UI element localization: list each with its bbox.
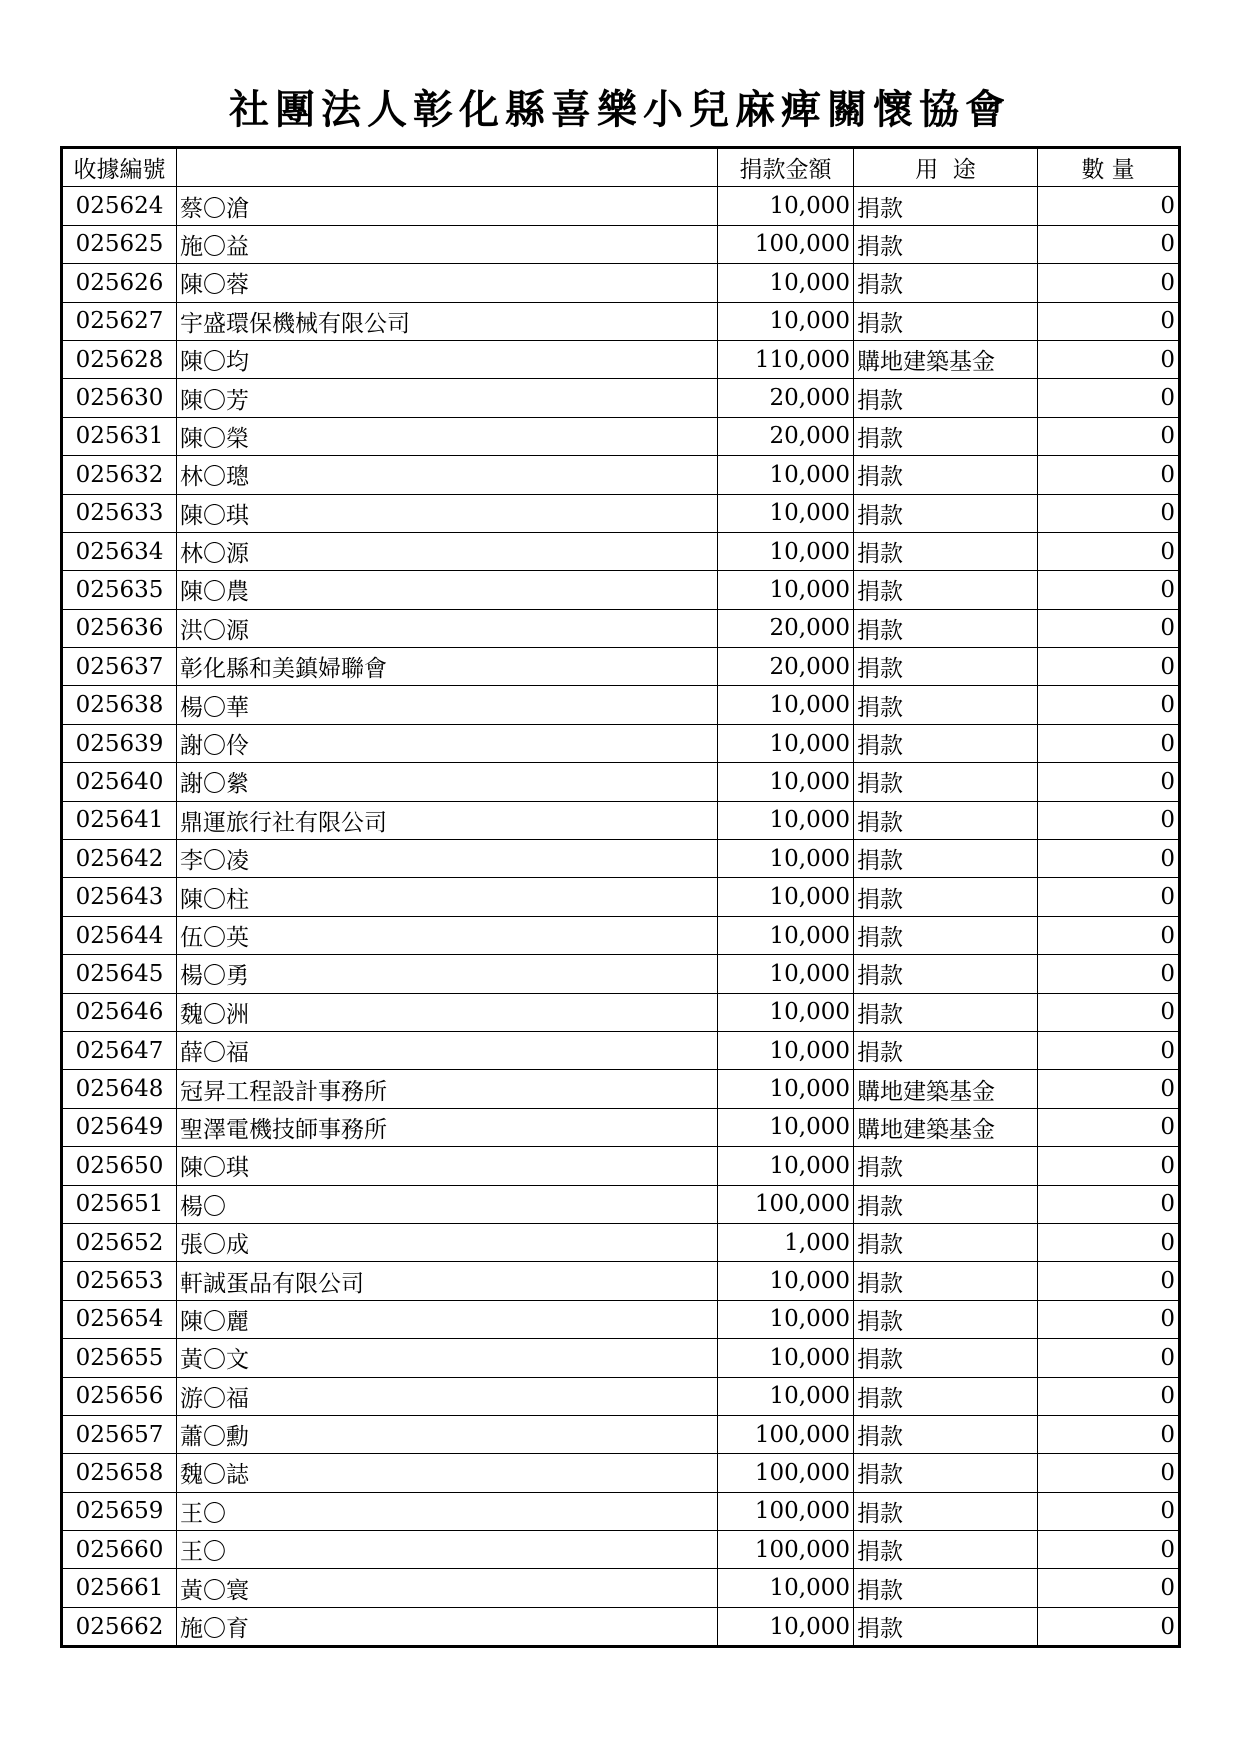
table-row <box>62 379 1180 417</box>
table-row <box>62 1454 1180 1492</box>
amount-cell: 10,000 <box>718 571 854 609</box>
receipt-number-cell: 025650 <box>62 1147 177 1185</box>
receipt-number-cell: 025635 <box>62 571 177 609</box>
table-row <box>62 1492 1180 1530</box>
header-quantity: 數 量 <box>1038 148 1180 187</box>
quantity-cell: 0 <box>1038 1377 1180 1415</box>
amount-cell: 110,000 <box>718 340 854 378</box>
amount-cell: 10,000 <box>718 532 854 570</box>
receipt-number-cell: 025648 <box>62 1070 177 1108</box>
table-row <box>62 1300 1180 1338</box>
donor-name-cell: 楊〇 <box>177 1185 718 1223</box>
receipt-number-cell: 025631 <box>62 417 177 455</box>
amount-cell: 20,000 <box>718 609 854 647</box>
table-row <box>62 340 1180 378</box>
purpose-cell: 捐款 <box>854 1185 1038 1223</box>
table-row <box>62 724 1180 762</box>
table-row <box>62 878 1180 916</box>
amount-cell: 10,000 <box>718 456 854 494</box>
purpose-cell: 購地建築基金 <box>854 340 1038 378</box>
receipt-number-cell: 025656 <box>62 1377 177 1415</box>
donor-name-cell: 陳〇琪 <box>177 1147 718 1185</box>
purpose-cell: 捐款 <box>854 1415 1038 1453</box>
quantity-cell: 0 <box>1038 571 1180 609</box>
donor-name-cell: 陳〇榮 <box>177 417 718 455</box>
purpose-cell: 捐款 <box>854 916 1038 954</box>
receipt-number-cell: 025634 <box>62 532 177 570</box>
table-row <box>62 1185 1180 1223</box>
purpose-cell: 捐款 <box>854 456 1038 494</box>
quantity-cell: 0 <box>1038 494 1180 532</box>
purpose-cell: 捐款 <box>854 1339 1038 1377</box>
table-row <box>62 494 1180 532</box>
table-row <box>62 955 1180 993</box>
quantity-cell: 0 <box>1038 878 1180 916</box>
purpose-cell: 捐款 <box>854 648 1038 686</box>
receipt-number-cell: 025654 <box>62 1300 177 1338</box>
purpose-cell: 捐款 <box>854 1377 1038 1415</box>
amount-cell: 10,000 <box>718 1377 854 1415</box>
quantity-cell: 0 <box>1038 1415 1180 1453</box>
amount-cell: 10,000 <box>718 1031 854 1069</box>
table-row <box>62 916 1180 954</box>
receipt-number-cell: 025645 <box>62 955 177 993</box>
quantity-cell: 0 <box>1038 264 1180 302</box>
donor-name-cell: 王〇 <box>177 1531 718 1569</box>
quantity-cell: 0 <box>1038 648 1180 686</box>
receipt-number-cell: 025624 <box>62 187 177 225</box>
donor-name-cell: 黃〇文 <box>177 1339 718 1377</box>
receipt-number-cell: 025647 <box>62 1031 177 1069</box>
purpose-cell: 捐款 <box>854 993 1038 1031</box>
table-row <box>62 1415 1180 1453</box>
quantity-cell: 0 <box>1038 225 1180 263</box>
donor-name-cell: 王〇 <box>177 1492 718 1530</box>
table-row <box>62 1569 1180 1607</box>
quantity-cell: 0 <box>1038 955 1180 993</box>
table-row <box>62 801 1180 839</box>
amount-cell: 10,000 <box>718 264 854 302</box>
quantity-cell: 0 <box>1038 1607 1180 1646</box>
header-donor <box>177 148 718 187</box>
table-row <box>62 187 1180 225</box>
donor-name-cell: 謝〇伶 <box>177 724 718 762</box>
receipt-number-cell: 025630 <box>62 379 177 417</box>
receipt-number-cell: 025626 <box>62 264 177 302</box>
receipt-number-cell: 025633 <box>62 494 177 532</box>
table-row <box>62 1031 1180 1069</box>
quantity-cell: 0 <box>1038 340 1180 378</box>
table-row <box>62 1108 1180 1146</box>
table-row <box>62 1223 1180 1261</box>
amount-cell: 10,000 <box>718 1300 854 1338</box>
donor-name-cell: 陳〇芳 <box>177 379 718 417</box>
receipt-number-cell: 025662 <box>62 1607 177 1646</box>
donor-name-cell: 魏〇誌 <box>177 1454 718 1492</box>
donor-name-cell: 謝〇縈 <box>177 763 718 801</box>
table-row <box>62 1070 1180 1108</box>
receipt-number-cell: 025646 <box>62 993 177 1031</box>
amount-cell: 10,000 <box>718 955 854 993</box>
table-row <box>62 1531 1180 1569</box>
receipt-number-cell: 025657 <box>62 1415 177 1453</box>
quantity-cell: 0 <box>1038 916 1180 954</box>
donor-name-cell: 軒誠蛋品有限公司 <box>177 1262 718 1300</box>
donation-table <box>60 146 1181 1648</box>
purpose-cell: 捐款 <box>854 494 1038 532</box>
receipt-number-cell: 025644 <box>62 916 177 954</box>
purpose-cell: 捐款 <box>854 417 1038 455</box>
purpose-cell: 捐款 <box>854 763 1038 801</box>
receipt-number-cell: 025627 <box>62 302 177 340</box>
amount-cell: 10,000 <box>718 1262 854 1300</box>
receipt-number-cell: 025636 <box>62 609 177 647</box>
amount-cell: 100,000 <box>718 1492 854 1530</box>
receipt-number-cell: 025655 <box>62 1339 177 1377</box>
donor-name-cell: 冠昇工程設計事務所 <box>177 1070 718 1108</box>
donor-name-cell: 蔡〇滄 <box>177 187 718 225</box>
purpose-cell: 捐款 <box>854 1531 1038 1569</box>
receipt-number-cell: 025658 <box>62 1454 177 1492</box>
quantity-cell: 0 <box>1038 1492 1180 1530</box>
donor-name-cell: 陳〇蓉 <box>177 264 718 302</box>
quantity-cell: 0 <box>1038 1223 1180 1261</box>
table-row <box>62 1377 1180 1415</box>
donor-name-cell: 黃〇寰 <box>177 1569 718 1607</box>
receipt-number-cell: 025638 <box>62 686 177 724</box>
purpose-cell: 捐款 <box>854 1223 1038 1261</box>
purpose-cell: 捐款 <box>854 1300 1038 1338</box>
receipt-number-cell: 025661 <box>62 1569 177 1607</box>
amount-cell: 20,000 <box>718 648 854 686</box>
header-amount: 捐款金額 <box>718 148 854 187</box>
table-row <box>62 609 1180 647</box>
donor-name-cell: 林〇璁 <box>177 456 718 494</box>
quantity-cell: 0 <box>1038 1147 1180 1185</box>
table-row <box>62 456 1180 494</box>
receipt-number-cell: 025660 <box>62 1531 177 1569</box>
quantity-cell: 0 <box>1038 456 1180 494</box>
quantity-cell: 0 <box>1038 1531 1180 1569</box>
purpose-cell: 捐款 <box>854 1031 1038 1069</box>
donor-name-cell: 陳〇琪 <box>177 494 718 532</box>
purpose-cell: 購地建築基金 <box>854 1070 1038 1108</box>
purpose-cell: 捐款 <box>854 686 1038 724</box>
receipt-number-cell: 025625 <box>62 225 177 263</box>
purpose-cell: 捐款 <box>854 840 1038 878</box>
table-row <box>62 686 1180 724</box>
donor-name-cell: 陳〇均 <box>177 340 718 378</box>
purpose-cell: 捐款 <box>854 878 1038 916</box>
table-row <box>62 302 1180 340</box>
receipt-number-cell: 025649 <box>62 1108 177 1146</box>
receipt-number-cell: 025652 <box>62 1223 177 1261</box>
purpose-cell: 捐款 <box>854 1147 1038 1185</box>
table-row <box>62 763 1180 801</box>
table-row <box>62 225 1180 263</box>
amount-cell: 10,000 <box>718 1147 854 1185</box>
receipt-number-cell: 025640 <box>62 763 177 801</box>
quantity-cell: 0 <box>1038 993 1180 1031</box>
purpose-cell: 捐款 <box>854 264 1038 302</box>
purpose-cell: 捐款 <box>854 801 1038 839</box>
quantity-cell: 0 <box>1038 1070 1180 1108</box>
purpose-cell: 捐款 <box>854 724 1038 762</box>
purpose-cell: 捐款 <box>854 225 1038 263</box>
receipt-number-cell: 025651 <box>62 1185 177 1223</box>
quantity-cell: 0 <box>1038 609 1180 647</box>
amount-cell: 100,000 <box>718 1415 854 1453</box>
amount-cell: 20,000 <box>718 417 854 455</box>
quantity-cell: 0 <box>1038 801 1180 839</box>
table-row <box>62 1262 1180 1300</box>
page-title: 社團法人彰化縣喜樂小兒麻痺關懷協會 <box>229 86 1011 133</box>
donor-name-cell: 施〇益 <box>177 225 718 263</box>
receipt-number-cell: 025653 <box>62 1262 177 1300</box>
table-header-row <box>62 148 1180 187</box>
receipt-number-cell: 025639 <box>62 724 177 762</box>
donor-name-cell: 游〇福 <box>177 1377 718 1415</box>
amount-cell: 100,000 <box>718 1531 854 1569</box>
table-row <box>62 840 1180 878</box>
donor-name-cell: 楊〇華 <box>177 686 718 724</box>
quantity-cell: 0 <box>1038 1031 1180 1069</box>
receipt-number-cell: 025628 <box>62 340 177 378</box>
table-row <box>62 571 1180 609</box>
purpose-cell: 購地建築基金 <box>854 1108 1038 1146</box>
quantity-cell: 0 <box>1038 1185 1180 1223</box>
donor-name-cell: 伍〇英 <box>177 916 718 954</box>
donor-name-cell: 宇盛環保機械有限公司 <box>177 302 718 340</box>
donor-name-cell: 陳〇農 <box>177 571 718 609</box>
table-row <box>62 1607 1180 1646</box>
amount-cell: 20,000 <box>718 379 854 417</box>
donor-name-cell: 林〇源 <box>177 532 718 570</box>
donor-name-cell: 魏〇洲 <box>177 993 718 1031</box>
amount-cell: 10,000 <box>718 801 854 839</box>
table-row <box>62 1147 1180 1185</box>
quantity-cell: 0 <box>1038 379 1180 417</box>
amount-cell: 10,000 <box>718 724 854 762</box>
table-row <box>62 648 1180 686</box>
purpose-cell: 捐款 <box>854 302 1038 340</box>
purpose-cell: 捐款 <box>854 187 1038 225</box>
receipt-number-cell: 025642 <box>62 840 177 878</box>
donor-name-cell: 彰化縣和美鎮婦聯會 <box>177 648 718 686</box>
donor-name-cell: 鼎運旅行社有限公司 <box>177 801 718 839</box>
quantity-cell: 0 <box>1038 686 1180 724</box>
amount-cell: 10,000 <box>718 302 854 340</box>
quantity-cell: 0 <box>1038 417 1180 455</box>
amount-cell: 10,000 <box>718 993 854 1031</box>
quantity-cell: 0 <box>1038 763 1180 801</box>
purpose-cell: 捐款 <box>854 609 1038 647</box>
amount-cell: 1,000 <box>718 1223 854 1261</box>
purpose-cell: 捐款 <box>854 955 1038 993</box>
amount-cell: 10,000 <box>718 878 854 916</box>
amount-cell: 10,000 <box>718 187 854 225</box>
donor-name-cell: 張〇成 <box>177 1223 718 1261</box>
quantity-cell: 0 <box>1038 1569 1180 1607</box>
receipt-number-cell: 025643 <box>62 878 177 916</box>
amount-cell: 100,000 <box>718 1185 854 1223</box>
purpose-cell: 捐款 <box>854 1262 1038 1300</box>
purpose-cell: 捐款 <box>854 1607 1038 1646</box>
receipt-number-cell: 025632 <box>62 456 177 494</box>
table-row <box>62 532 1180 570</box>
amount-cell: 10,000 <box>718 494 854 532</box>
receipt-number-cell: 025637 <box>62 648 177 686</box>
quantity-cell: 0 <box>1038 1108 1180 1146</box>
table-row <box>62 264 1180 302</box>
amount-cell: 10,000 <box>718 1339 854 1377</box>
donor-name-cell: 陳〇柱 <box>177 878 718 916</box>
donor-name-cell: 蕭〇勳 <box>177 1415 718 1453</box>
amount-cell: 10,000 <box>718 840 854 878</box>
header-purpose: 用 途 <box>854 148 1038 187</box>
table-row <box>62 1339 1180 1377</box>
donor-name-cell: 楊〇勇 <box>177 955 718 993</box>
donor-name-cell: 李〇凌 <box>177 840 718 878</box>
amount-cell: 10,000 <box>718 686 854 724</box>
amount-cell: 100,000 <box>718 225 854 263</box>
amount-cell: 10,000 <box>718 1569 854 1607</box>
quantity-cell: 0 <box>1038 1339 1180 1377</box>
amount-cell: 10,000 <box>718 1108 854 1146</box>
table-row <box>62 993 1180 1031</box>
receipt-number-cell: 025659 <box>62 1492 177 1530</box>
donor-name-cell: 施〇育 <box>177 1607 718 1646</box>
quantity-cell: 0 <box>1038 1262 1180 1300</box>
receipt-number-cell: 025641 <box>62 801 177 839</box>
purpose-cell: 捐款 <box>854 1492 1038 1530</box>
amount-cell: 10,000 <box>718 916 854 954</box>
quantity-cell: 0 <box>1038 187 1180 225</box>
purpose-cell: 捐款 <box>854 571 1038 609</box>
amount-cell: 10,000 <box>718 1070 854 1108</box>
purpose-cell: 捐款 <box>854 1454 1038 1492</box>
purpose-cell: 捐款 <box>854 532 1038 570</box>
donor-name-cell: 陳〇麗 <box>177 1300 718 1338</box>
donor-name-cell: 聖澤電機技師事務所 <box>177 1108 718 1146</box>
quantity-cell: 0 <box>1038 302 1180 340</box>
quantity-cell: 0 <box>1038 724 1180 762</box>
quantity-cell: 0 <box>1038 1300 1180 1338</box>
amount-cell: 10,000 <box>718 763 854 801</box>
donor-name-cell: 洪〇源 <box>177 609 718 647</box>
table-row <box>62 417 1180 455</box>
table-body <box>62 187 1180 1647</box>
amount-cell: 100,000 <box>718 1454 854 1492</box>
amount-cell: 10,000 <box>718 1607 854 1646</box>
purpose-cell: 捐款 <box>854 379 1038 417</box>
quantity-cell: 0 <box>1038 532 1180 570</box>
purpose-cell: 捐款 <box>854 1569 1038 1607</box>
quantity-cell: 0 <box>1038 1454 1180 1492</box>
donor-name-cell: 薛〇福 <box>177 1031 718 1069</box>
header-receipt-no: 收據編號 <box>62 148 177 187</box>
quantity-cell: 0 <box>1038 840 1180 878</box>
